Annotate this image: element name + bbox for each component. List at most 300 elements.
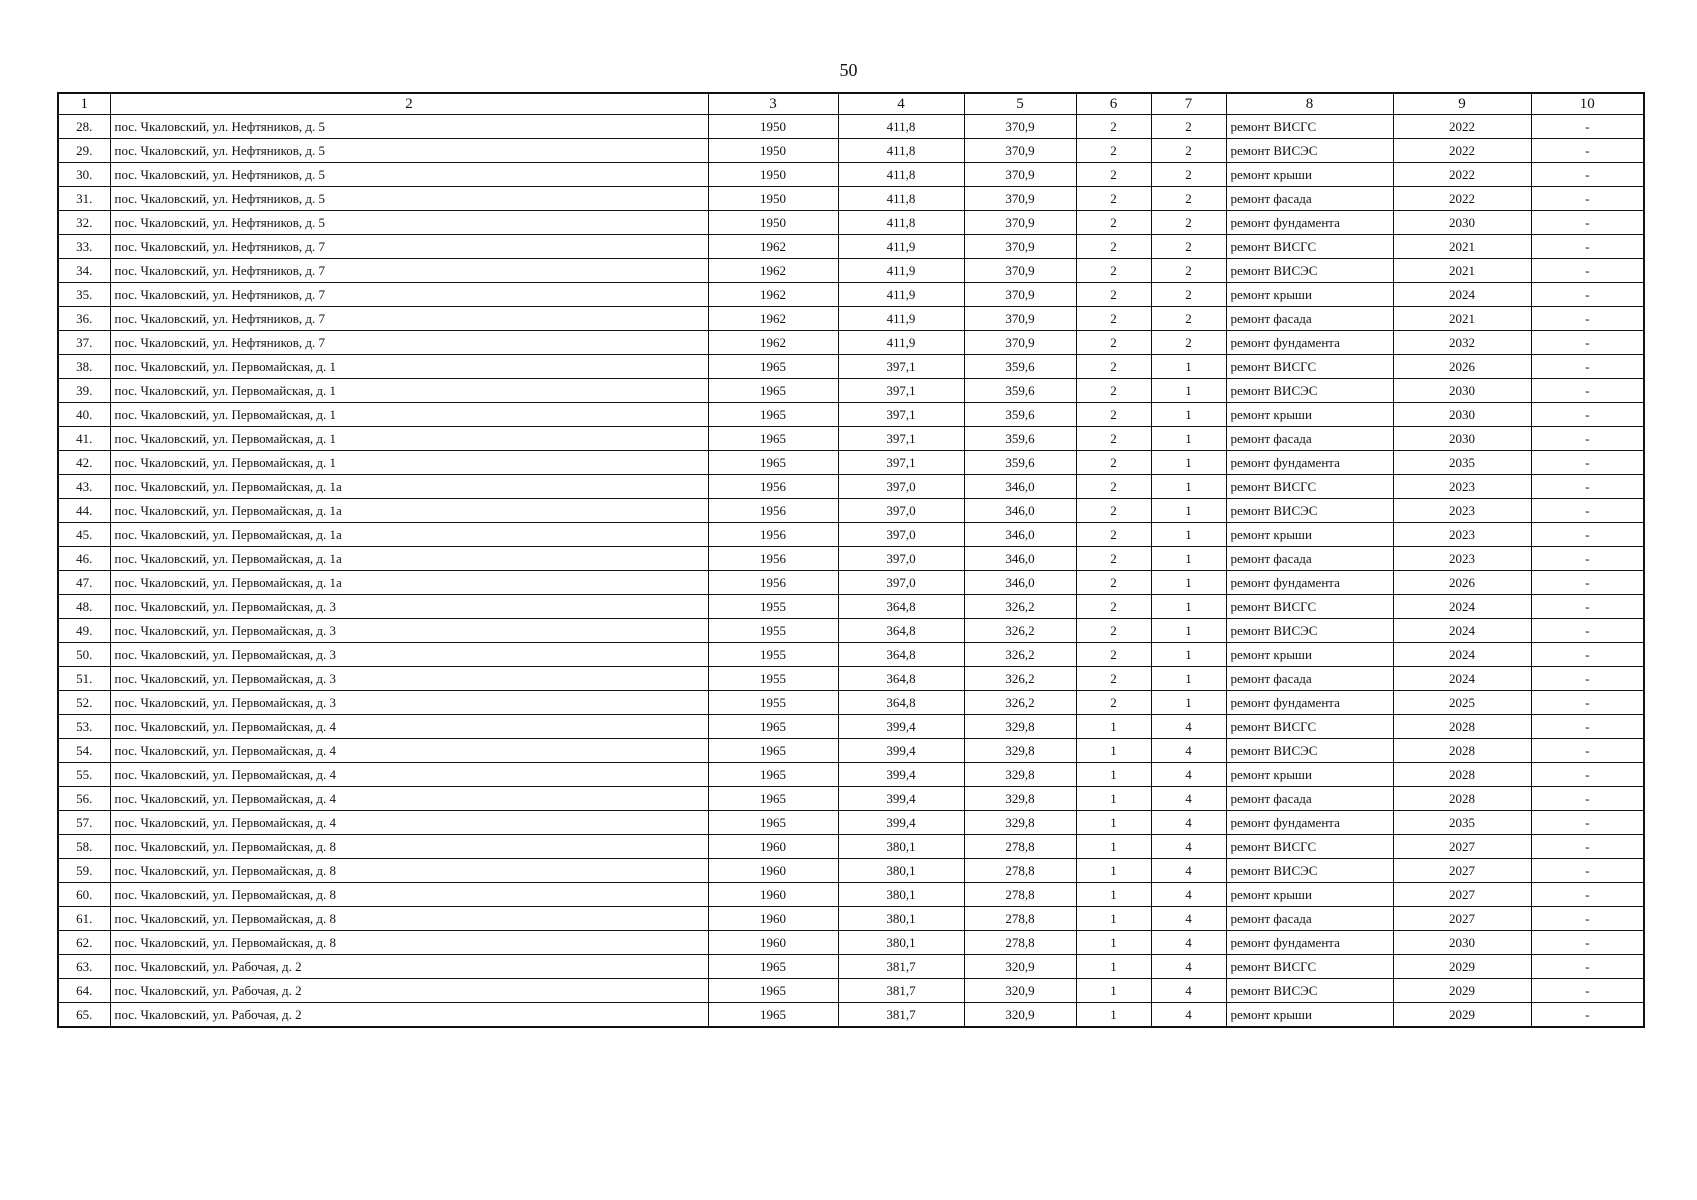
table-row xyxy=(58,547,1644,571)
build-year-cell: 1965 xyxy=(708,811,838,835)
total-area-cell: 411,9 xyxy=(838,235,964,259)
planned-year-cell: 2023 xyxy=(1393,499,1531,523)
living-area-cell: 359,6 xyxy=(964,451,1076,475)
row-number-cell: 34. xyxy=(58,259,110,283)
living-area-cell: 370,9 xyxy=(964,259,1076,283)
table-row xyxy=(58,715,1644,739)
note-cell: - xyxy=(1531,259,1644,283)
work-type-cell: ремонт ВИСГС xyxy=(1226,115,1393,139)
table-body xyxy=(58,115,1644,1028)
table-row xyxy=(58,955,1644,979)
note-cell: - xyxy=(1531,475,1644,499)
col-header-3: 3 xyxy=(708,93,838,115)
living-area-cell: 329,8 xyxy=(964,787,1076,811)
floors-cell: 2 xyxy=(1076,619,1151,643)
total-area-cell: 364,8 xyxy=(838,691,964,715)
floors-cell: 1 xyxy=(1076,1003,1151,1028)
entrances-cell: 1 xyxy=(1151,499,1226,523)
total-area-cell: 380,1 xyxy=(838,859,964,883)
table-row xyxy=(58,595,1644,619)
build-year-cell: 1956 xyxy=(708,475,838,499)
note-cell: - xyxy=(1531,883,1644,907)
total-area-cell: 381,7 xyxy=(838,979,964,1003)
note-cell: - xyxy=(1531,979,1644,1003)
entrances-cell: 1 xyxy=(1151,475,1226,499)
entrances-cell: 4 xyxy=(1151,979,1226,1003)
living-area-cell: 278,8 xyxy=(964,859,1076,883)
address-cell: пос. Чкаловский, ул. Первомайская, д. 1 xyxy=(110,451,708,475)
build-year-cell: 1956 xyxy=(708,571,838,595)
row-number-cell: 65. xyxy=(58,1003,110,1028)
entrances-cell: 1 xyxy=(1151,691,1226,715)
planned-year-cell: 2024 xyxy=(1393,667,1531,691)
build-year-cell: 1950 xyxy=(708,163,838,187)
living-area-cell: 370,9 xyxy=(964,163,1076,187)
col-header-4: 4 xyxy=(838,93,964,115)
floors-cell: 2 xyxy=(1076,427,1151,451)
build-year-cell: 1965 xyxy=(708,451,838,475)
entrances-cell: 2 xyxy=(1151,283,1226,307)
total-area-cell: 364,8 xyxy=(838,619,964,643)
planned-year-cell: 2027 xyxy=(1393,883,1531,907)
planned-year-cell: 2025 xyxy=(1393,691,1531,715)
total-area-cell: 397,1 xyxy=(838,451,964,475)
floors-cell: 2 xyxy=(1076,499,1151,523)
note-cell: - xyxy=(1531,763,1644,787)
floors-cell: 2 xyxy=(1076,691,1151,715)
living-area-cell: 370,9 xyxy=(964,307,1076,331)
entrances-cell: 1 xyxy=(1151,523,1226,547)
planned-year-cell: 2030 xyxy=(1393,427,1531,451)
work-type-cell: ремонт ВИСЭС xyxy=(1226,259,1393,283)
note-cell: - xyxy=(1531,499,1644,523)
work-type-cell: ремонт фундамента xyxy=(1226,331,1393,355)
floors-cell: 2 xyxy=(1076,523,1151,547)
living-area-cell: 320,9 xyxy=(964,1003,1076,1028)
entrances-cell: 4 xyxy=(1151,931,1226,955)
build-year-cell: 1955 xyxy=(708,643,838,667)
address-cell: пос. Чкаловский, ул. Первомайская, д. 3 xyxy=(110,643,708,667)
row-number-cell: 37. xyxy=(58,331,110,355)
total-area-cell: 397,0 xyxy=(838,499,964,523)
build-year-cell: 1965 xyxy=(708,355,838,379)
work-type-cell: ремонт фундамента xyxy=(1226,811,1393,835)
planned-year-cell: 2024 xyxy=(1393,643,1531,667)
planned-year-cell: 2030 xyxy=(1393,403,1531,427)
floors-cell: 2 xyxy=(1076,139,1151,163)
table-row xyxy=(58,475,1644,499)
planned-year-cell: 2032 xyxy=(1393,331,1531,355)
work-type-cell: ремонт ВИСЭС xyxy=(1226,379,1393,403)
planned-year-cell: 2021 xyxy=(1393,307,1531,331)
address-cell: пос. Чкаловский, ул. Первомайская, д. 4 xyxy=(110,739,708,763)
table-row xyxy=(58,619,1644,643)
row-number-cell: 55. xyxy=(58,763,110,787)
living-area-cell: 326,2 xyxy=(964,667,1076,691)
living-area-cell: 359,6 xyxy=(964,379,1076,403)
living-area-cell: 359,6 xyxy=(964,427,1076,451)
address-cell: пос. Чкаловский, ул. Нефтяников, д. 7 xyxy=(110,283,708,307)
floors-cell: 1 xyxy=(1076,955,1151,979)
address-cell: пос. Чкаловский, ул. Первомайская, д. 4 xyxy=(110,715,708,739)
build-year-cell: 1962 xyxy=(708,259,838,283)
table-row xyxy=(58,259,1644,283)
address-cell: пос. Чкаловский, ул. Первомайская, д. 3 xyxy=(110,667,708,691)
work-type-cell: ремонт ВИСЭС xyxy=(1226,619,1393,643)
work-type-cell: ремонт крыши xyxy=(1226,883,1393,907)
planned-year-cell: 2027 xyxy=(1393,907,1531,931)
build-year-cell: 1960 xyxy=(708,931,838,955)
row-number-cell: 35. xyxy=(58,283,110,307)
work-type-cell: ремонт фасада xyxy=(1226,907,1393,931)
row-number-cell: 56. xyxy=(58,787,110,811)
planned-year-cell: 2026 xyxy=(1393,355,1531,379)
planned-year-cell: 2028 xyxy=(1393,739,1531,763)
entrances-cell: 4 xyxy=(1151,883,1226,907)
total-area-cell: 397,0 xyxy=(838,571,964,595)
address-cell: пос. Чкаловский, ул. Первомайская, д. 1 xyxy=(110,427,708,451)
build-year-cell: 1965 xyxy=(708,739,838,763)
table-row xyxy=(58,739,1644,763)
total-area-cell: 411,9 xyxy=(838,307,964,331)
floors-cell: 2 xyxy=(1076,187,1151,211)
build-year-cell: 1965 xyxy=(708,427,838,451)
note-cell: - xyxy=(1531,211,1644,235)
table-row xyxy=(58,859,1644,883)
row-number-cell: 40. xyxy=(58,403,110,427)
build-year-cell: 1962 xyxy=(708,283,838,307)
total-area-cell: 411,8 xyxy=(838,163,964,187)
row-number-cell: 43. xyxy=(58,475,110,499)
address-cell: пос. Чкаловский, ул. Нефтяников, д. 7 xyxy=(110,307,708,331)
planned-year-cell: 2023 xyxy=(1393,475,1531,499)
floors-cell: 2 xyxy=(1076,211,1151,235)
table-row xyxy=(58,931,1644,955)
table-row xyxy=(58,355,1644,379)
work-type-cell: ремонт крыши xyxy=(1226,643,1393,667)
living-area-cell: 370,9 xyxy=(964,115,1076,139)
work-type-cell: ремонт ВИСГС xyxy=(1226,955,1393,979)
floors-cell: 2 xyxy=(1076,643,1151,667)
address-cell: пос. Чкаловский, ул. Первомайская, д. 1а xyxy=(110,523,708,547)
living-area-cell: 359,6 xyxy=(964,355,1076,379)
floors-cell: 2 xyxy=(1076,307,1151,331)
note-cell: - xyxy=(1531,235,1644,259)
row-number-cell: 54. xyxy=(58,739,110,763)
living-area-cell: 370,9 xyxy=(964,283,1076,307)
col-header-5: 5 xyxy=(964,93,1076,115)
build-year-cell: 1965 xyxy=(708,403,838,427)
floors-cell: 2 xyxy=(1076,595,1151,619)
work-type-cell: ремонт ВИСЭС xyxy=(1226,739,1393,763)
planned-year-cell: 2024 xyxy=(1393,595,1531,619)
entrances-cell: 4 xyxy=(1151,739,1226,763)
living-area-cell: 278,8 xyxy=(964,907,1076,931)
total-area-cell: 364,8 xyxy=(838,643,964,667)
living-area-cell: 278,8 xyxy=(964,883,1076,907)
floors-cell: 2 xyxy=(1076,235,1151,259)
note-cell: - xyxy=(1531,907,1644,931)
address-cell: пос. Чкаловский, ул. Первомайская, д. 1а xyxy=(110,571,708,595)
total-area-cell: 397,0 xyxy=(838,547,964,571)
planned-year-cell: 2022 xyxy=(1393,187,1531,211)
total-area-cell: 381,7 xyxy=(838,955,964,979)
living-area-cell: 346,0 xyxy=(964,499,1076,523)
build-year-cell: 1950 xyxy=(708,115,838,139)
work-type-cell: ремонт фундамента xyxy=(1226,451,1393,475)
address-cell: пос. Чкаловский, ул. Первомайская, д. 1 xyxy=(110,379,708,403)
floors-cell: 2 xyxy=(1076,451,1151,475)
living-area-cell: 326,2 xyxy=(964,643,1076,667)
entrances-cell: 1 xyxy=(1151,667,1226,691)
planned-year-cell: 2024 xyxy=(1393,283,1531,307)
total-area-cell: 381,7 xyxy=(838,1003,964,1028)
build-year-cell: 1965 xyxy=(708,715,838,739)
col-header-2: 2 xyxy=(110,93,708,115)
address-cell: пос. Чкаловский, ул. Первомайская, д. 1 xyxy=(110,355,708,379)
address-cell: пос. Чкаловский, ул. Нефтяников, д. 5 xyxy=(110,139,708,163)
living-area-cell: 320,9 xyxy=(964,979,1076,1003)
living-area-cell: 326,2 xyxy=(964,595,1076,619)
row-number-cell: 38. xyxy=(58,355,110,379)
entrances-cell: 2 xyxy=(1151,235,1226,259)
note-cell: - xyxy=(1531,331,1644,355)
total-area-cell: 399,4 xyxy=(838,787,964,811)
planned-year-cell: 2023 xyxy=(1393,547,1531,571)
note-cell: - xyxy=(1531,187,1644,211)
table-row xyxy=(58,523,1644,547)
work-type-cell: ремонт крыши xyxy=(1226,523,1393,547)
build-year-cell: 1955 xyxy=(708,667,838,691)
living-area-cell: 278,8 xyxy=(964,931,1076,955)
row-number-cell: 61. xyxy=(58,907,110,931)
floors-cell: 1 xyxy=(1076,739,1151,763)
address-cell: пос. Чкаловский, ул. Нефтяников, д. 5 xyxy=(110,163,708,187)
total-area-cell: 399,4 xyxy=(838,739,964,763)
address-cell: пос. Чкаловский, ул. Первомайская, д. 1а xyxy=(110,499,708,523)
row-number-cell: 47. xyxy=(58,571,110,595)
address-cell: пос. Чкаловский, ул. Нефтяников, д. 7 xyxy=(110,259,708,283)
build-year-cell: 1960 xyxy=(708,883,838,907)
planned-year-cell: 2035 xyxy=(1393,451,1531,475)
entrances-cell: 4 xyxy=(1151,715,1226,739)
total-area-cell: 411,8 xyxy=(838,211,964,235)
planned-year-cell: 2021 xyxy=(1393,259,1531,283)
row-number-cell: 41. xyxy=(58,427,110,451)
planned-year-cell: 2028 xyxy=(1393,715,1531,739)
entrances-cell: 4 xyxy=(1151,763,1226,787)
repair-schedule-table xyxy=(57,92,1645,1028)
note-cell: - xyxy=(1531,931,1644,955)
entrances-cell: 2 xyxy=(1151,187,1226,211)
build-year-cell: 1956 xyxy=(708,547,838,571)
table-row xyxy=(58,763,1644,787)
build-year-cell: 1960 xyxy=(708,835,838,859)
living-area-cell: 329,8 xyxy=(964,715,1076,739)
living-area-cell: 326,2 xyxy=(964,691,1076,715)
note-cell: - xyxy=(1531,115,1644,139)
floors-cell: 2 xyxy=(1076,571,1151,595)
entrances-cell: 1 xyxy=(1151,619,1226,643)
row-number-cell: 31. xyxy=(58,187,110,211)
address-cell: пос. Чкаловский, ул. Рабочая, д. 2 xyxy=(110,955,708,979)
entrances-cell: 2 xyxy=(1151,307,1226,331)
floors-cell: 2 xyxy=(1076,667,1151,691)
work-type-cell: ремонт ВИСГС xyxy=(1226,235,1393,259)
living-area-cell: 370,9 xyxy=(964,331,1076,355)
table-row xyxy=(58,667,1644,691)
address-cell: пос. Чкаловский, ул. Рабочая, д. 2 xyxy=(110,1003,708,1028)
entrances-cell: 1 xyxy=(1151,595,1226,619)
floors-cell: 2 xyxy=(1076,283,1151,307)
planned-year-cell: 2027 xyxy=(1393,835,1531,859)
note-cell: - xyxy=(1531,379,1644,403)
page-number: 50 xyxy=(839,60,858,80)
planned-year-cell: 2024 xyxy=(1393,619,1531,643)
row-number-cell: 36. xyxy=(58,307,110,331)
planned-year-cell: 2029 xyxy=(1393,979,1531,1003)
row-number-cell: 57. xyxy=(58,811,110,835)
note-cell: - xyxy=(1531,619,1644,643)
header-row xyxy=(58,93,1644,115)
build-year-cell: 1962 xyxy=(708,331,838,355)
entrances-cell: 1 xyxy=(1151,403,1226,427)
note-cell: - xyxy=(1531,955,1644,979)
address-cell: пос. Чкаловский, ул. Первомайская, д. 8 xyxy=(110,835,708,859)
build-year-cell: 1956 xyxy=(708,523,838,547)
row-number-cell: 48. xyxy=(58,595,110,619)
address-cell: пос. Чкаловский, ул. Первомайская, д. 4 xyxy=(110,811,708,835)
note-cell: - xyxy=(1531,1003,1644,1028)
build-year-cell: 1965 xyxy=(708,955,838,979)
living-area-cell: 278,8 xyxy=(964,835,1076,859)
total-area-cell: 411,9 xyxy=(838,283,964,307)
note-cell: - xyxy=(1531,691,1644,715)
note-cell: - xyxy=(1531,787,1644,811)
living-area-cell: 320,9 xyxy=(964,955,1076,979)
row-number-cell: 53. xyxy=(58,715,110,739)
planned-year-cell: 2030 xyxy=(1393,211,1531,235)
build-year-cell: 1965 xyxy=(708,379,838,403)
planned-year-cell: 2022 xyxy=(1393,163,1531,187)
address-cell: пос. Чкаловский, ул. Первомайская, д. 8 xyxy=(110,883,708,907)
living-area-cell: 346,0 xyxy=(964,475,1076,499)
table-row xyxy=(58,115,1644,139)
col-header-9: 9 xyxy=(1393,93,1531,115)
table-row xyxy=(58,571,1644,595)
address-cell: пос. Чкаловский, ул. Первомайская, д. 1а xyxy=(110,547,708,571)
work-type-cell: ремонт крыши xyxy=(1226,763,1393,787)
planned-year-cell: 2022 xyxy=(1393,139,1531,163)
table-row xyxy=(58,139,1644,163)
build-year-cell: 1950 xyxy=(708,187,838,211)
total-area-cell: 397,1 xyxy=(838,379,964,403)
planned-year-cell: 2022 xyxy=(1393,115,1531,139)
build-year-cell: 1965 xyxy=(708,763,838,787)
floors-cell: 1 xyxy=(1076,883,1151,907)
floors-cell: 2 xyxy=(1076,547,1151,571)
note-cell: - xyxy=(1531,139,1644,163)
work-type-cell: ремонт ВИСЭС xyxy=(1226,139,1393,163)
build-year-cell: 1960 xyxy=(708,907,838,931)
note-cell: - xyxy=(1531,835,1644,859)
note-cell: - xyxy=(1531,163,1644,187)
row-number-cell: 63. xyxy=(58,955,110,979)
entrances-cell: 1 xyxy=(1151,643,1226,667)
table-row xyxy=(58,283,1644,307)
col-header-6: 6 xyxy=(1076,93,1151,115)
entrances-cell: 4 xyxy=(1151,955,1226,979)
work-type-cell: ремонт фасада xyxy=(1226,787,1393,811)
work-type-cell: ремонт ВИСЭС xyxy=(1226,859,1393,883)
table-row xyxy=(58,307,1644,331)
table-row xyxy=(58,883,1644,907)
address-cell: пос. Чкаловский, ул. Первомайская, д. 8 xyxy=(110,859,708,883)
floors-cell: 1 xyxy=(1076,931,1151,955)
address-cell: пос. Чкаловский, ул. Нефтяников, д. 5 xyxy=(110,187,708,211)
total-area-cell: 397,1 xyxy=(838,403,964,427)
planned-year-cell: 2029 xyxy=(1393,955,1531,979)
work-type-cell: ремонт фасада xyxy=(1226,547,1393,571)
table-row xyxy=(58,643,1644,667)
row-number-cell: 50. xyxy=(58,643,110,667)
address-cell: пос. Чкаловский, ул. Нефтяников, д. 5 xyxy=(110,211,708,235)
floors-cell: 1 xyxy=(1076,763,1151,787)
table-row xyxy=(58,907,1644,931)
total-area-cell: 399,4 xyxy=(838,811,964,835)
col-header-8: 8 xyxy=(1226,93,1393,115)
address-cell: пос. Чкаловский, ул. Первомайская, д. 1 xyxy=(110,403,708,427)
work-type-cell: ремонт фасада xyxy=(1226,427,1393,451)
total-area-cell: 411,9 xyxy=(838,259,964,283)
row-number-cell: 28. xyxy=(58,115,110,139)
table-row xyxy=(58,691,1644,715)
living-area-cell: 346,0 xyxy=(964,571,1076,595)
floors-cell: 2 xyxy=(1076,355,1151,379)
work-type-cell: ремонт ВИСГС xyxy=(1226,835,1393,859)
table-row xyxy=(58,1003,1644,1028)
living-area-cell: 346,0 xyxy=(964,547,1076,571)
table-row xyxy=(58,787,1644,811)
work-type-cell: ремонт фасада xyxy=(1226,307,1393,331)
row-number-cell: 60. xyxy=(58,883,110,907)
build-year-cell: 1962 xyxy=(708,235,838,259)
work-type-cell: ремонт фундамента xyxy=(1226,691,1393,715)
row-number-cell: 52. xyxy=(58,691,110,715)
note-cell: - xyxy=(1531,547,1644,571)
build-year-cell: 1955 xyxy=(708,595,838,619)
entrances-cell: 2 xyxy=(1151,259,1226,283)
work-type-cell: ремонт фундамента xyxy=(1226,571,1393,595)
table-row xyxy=(58,979,1644,1003)
table-row xyxy=(58,211,1644,235)
work-type-cell: ремонт ВИСГС xyxy=(1226,595,1393,619)
total-area-cell: 380,1 xyxy=(838,907,964,931)
total-area-cell: 380,1 xyxy=(838,883,964,907)
table-row xyxy=(58,331,1644,355)
work-type-cell: ремонт фасада xyxy=(1226,187,1393,211)
row-number-cell: 59. xyxy=(58,859,110,883)
build-year-cell: 1960 xyxy=(708,859,838,883)
entrances-cell: 4 xyxy=(1151,859,1226,883)
note-cell: - xyxy=(1531,667,1644,691)
build-year-cell: 1956 xyxy=(708,499,838,523)
total-area-cell: 380,1 xyxy=(838,835,964,859)
note-cell: - xyxy=(1531,595,1644,619)
total-area-cell: 411,8 xyxy=(838,187,964,211)
address-cell: пос. Чкаловский, ул. Нефтяников, д. 5 xyxy=(110,115,708,139)
total-area-cell: 411,9 xyxy=(838,331,964,355)
